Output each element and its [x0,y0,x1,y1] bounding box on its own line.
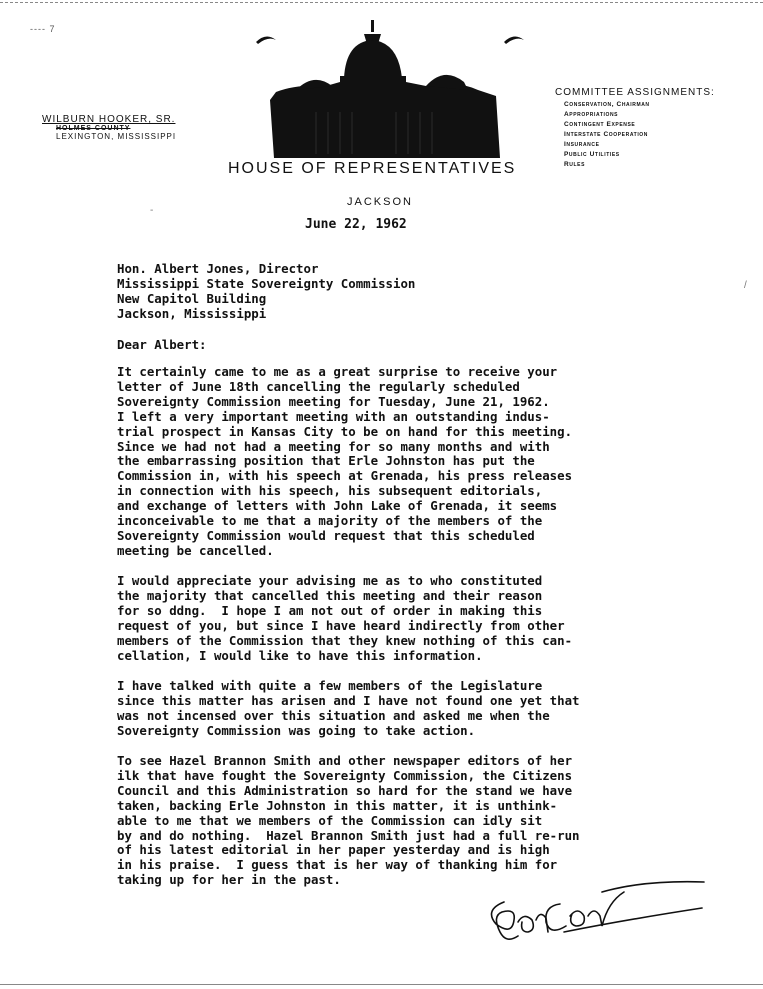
address-line: Hon. Albert Jones, Director [117,261,319,276]
letter-paragraph: I have talked with quite a few members of the Legislature since this matter has arisen and I have not found one yet that was not incensed over this situation and asked me when the Sovereignty Commission was going to take action. [117,678,580,738]
member-county: HOLMES COUNTY [56,125,131,132]
bird-left-icon [256,36,276,44]
letter-paragraph: I would appreciate your advising me as to who constituted the majority that cancelled this meeting and their reason for so ddng. I hope I am not out of order in making this request of you, but since I have heard indirectly from other members of the Commission that they knew nothing of this can- cellation, I would like to have this information. [117,573,573,663]
recipient-address [117,262,677,322]
capitol-building-logo [256,20,532,162]
page-mark: ---- 7 [30,24,56,34]
committee-item: Interstate Cooperation [564,131,649,138]
salutation: Dear Albert: [117,337,207,352]
stray-mark: / [744,280,747,291]
letter-date: June 22, 1962 [305,217,407,232]
committee-item: Contingent Expense [564,121,636,128]
committee-item: Public Utilities [564,151,620,158]
page-bottom-border [0,984,763,985]
committee-item: Conservation, Chairman [564,101,650,108]
address-line: Jackson, Mississippi [117,305,267,321]
committee-item: Appropriations [564,111,619,118]
letterhead-city: JACKSON [347,196,413,208]
letter-paragraph: To see Hazel Brannon Smith and other newspaper editors of her ilk that have fought the Sovereignty Commission, the Citizens Council and this Administration so hard for the stand we have taken, backing Erle Johnston in this matter, it is unthink- able to me that we members of the Commission can idly sit by and do nothing. Hazel Brannon Smith just had a full re-run of his latest editorial in her paper yesterday and is high in his praise. I guess that is her way of thanking him for taking up for her in the past. [117,753,580,888]
committee-assignments [555,87,715,170]
letter-paragraph: It certainly came to me as a great surprise to receive your letter of June 18th cancelling the regularly scheduled Sovereignty Commission meeting for Tuesday, June 21, 1962. I left a very important meeting with an outstanding indus- trial prospect in Kansas City to be on hand for this meeting. Since we had not had a meeting for so many months and with the embarrassing position that Erle Johnston has put the Commission in, with his speech at Grenada, his press releases in connection with his speech, his subsequent editorials, and exchange of letters with John Lake of Grenada, it seems inconceivable to me that a majority of the members of the Sovereignty Commission would request that this scheduled meeting be cancelled. [117,364,573,558]
address-line: Mississippi State Sovereignty Commission [117,275,416,291]
page-top-border [0,2,763,3]
house-title: HOUSE OF REPRESENTATIVES [228,160,517,177]
handwritten-signature [474,862,714,952]
member-city: LEXINGTON, MISSISSIPPI [56,132,177,141]
committees-heading: COMMITTEE ASSIGNMENTS: [555,87,715,98]
member-block [42,114,176,141]
bird-right-icon [504,36,524,44]
committee-item: Insurance [564,141,600,148]
member-name: WILBURN HOOKER, SR. [42,114,176,125]
stray-mark: - [150,205,154,216]
committee-item: Rules [564,161,586,168]
address-line: New Capitol Building [117,290,267,306]
